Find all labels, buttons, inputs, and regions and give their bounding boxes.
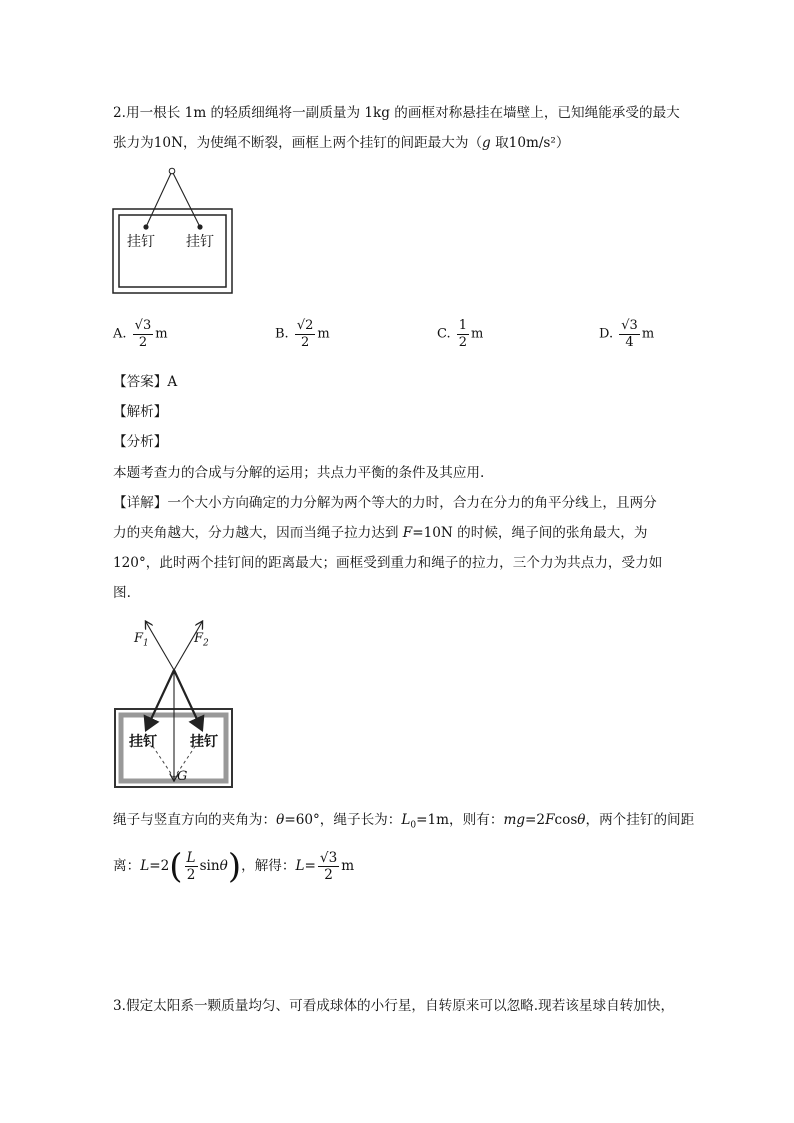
answer-line: 【答案】A [113,374,178,390]
option-b-letter: B. [275,326,289,342]
figure-2-label-right: 挂钉 [190,734,218,750]
calc-2-L: L [140,858,150,874]
calc-2-eq2: = [304,858,316,874]
option-a: A. $\frac{√3}{2}$ m [113,318,168,350]
figure-2-label-left: 挂钉 [129,734,157,750]
fenxi-heading: 【分析】 [113,434,168,450]
figure-1-label-left: 挂钉 [127,234,155,250]
option-d-unit: m [641,326,655,342]
detail-line-2 [113,523,647,543]
calc-line-2: 离：L=2( $\frac{L}{2}$ sinθ)，解得：L= $\frac{√3}{2}$ m [113,846,355,887]
calc-2-sin: sin [199,858,220,874]
calc-2-L2: L [295,858,305,874]
figure-force-diagram [112,618,237,790]
calc-1-F: F [545,812,555,828]
detail-line-2-b: =10N 的时候，绳子间的张角最大，为 [412,525,648,541]
option-b-unit: m [317,326,330,342]
calc-1-d: =2 [525,812,546,828]
label-g: G [177,769,188,784]
calc-1-a: 绳子与竖直方向的夹角为： [113,812,277,828]
calc-1-L0-sub: 0 [410,820,417,831]
option-c-den: 2 [458,335,468,350]
option-a-unit: m [155,326,168,342]
calc-1-c: =1m，则有： [416,812,504,828]
calc-2-eq: =2 [149,858,170,874]
calc-2-fracnum: L [186,850,196,866]
figure-frame-hanging [112,165,234,295]
question-2-line-1: 2.用一根长 1m 的轻质细绳将一副质量为 1kg 的画框对称悬挂在墙壁上，已知绳能承受的最大 [113,105,680,121]
label-f1: $F_1$ [134,631,149,649]
question-2-line-2-text: 张力为10N，为使绳不断裂，画框上两个挂钉的间距最大为（ [113,135,483,151]
calc-1-L0: L [401,812,411,828]
calc-2-a: 离： [113,858,141,874]
calc-1-theta2: θ [577,812,586,828]
calc-2-b: ，解得： [241,858,296,874]
calc-line-1 [113,810,694,836]
label-f2: $F_2$ [194,631,209,649]
jiexi-heading: 【解析】 [113,404,168,420]
option-d-den: 4 [625,335,634,350]
calc-2-fracden: 2 [186,867,196,883]
option-a-den: 2 [138,335,148,350]
option-d-letter: D. [599,326,614,342]
option-b-den: 2 [300,335,310,350]
option-d: D. $\frac{√3}{4}$ m [599,318,655,350]
option-a-num: 3 [142,318,152,333]
g-symbol: g [482,135,491,151]
calc-1-mg: mg [503,812,526,828]
calc-2-num: 3 [328,850,338,866]
option-c [437,318,483,351]
option-b: B. $\frac{√2}{2}$ m [275,318,330,350]
detail-force-symbol: F [402,525,413,541]
calc-1-f: ，两个挂钉的间距 [585,812,695,828]
detail-line-4: 图. [113,585,131,601]
fenxi-text: 本题考查力的合成与分解的运用；共点力平衡的条件及其应用. [113,465,485,481]
question-3-line-1: 3.假定太阳系一颗质量均匀、可看成球体的小行星，自转原来可以忽略.现若该星球自转加快， [113,998,675,1014]
option-c-letter: C. [437,326,451,342]
question-2-line-2-end: 取10m/s²） [490,135,570,151]
calc-1-theta: θ [276,812,285,828]
option-a-letter: A. [113,326,127,342]
option-c-unit: m [471,326,484,342]
detail-line-1: 【详解】一个大小方向确定的力分解为两个等大的力时，合力在分力的角平分线上，且两分 [113,495,657,511]
calc-2-unit: m [341,858,355,874]
option-c-num: 1 [458,318,468,333]
figure-1-label-right: 挂钉 [186,234,214,250]
calc-1-e: cos [554,812,578,828]
calc-1-b: =60°，绳子长为： [284,812,402,828]
option-d-num: 3 [629,318,638,333]
detail-line-3: 120°，此时两个挂钉间的距离最大；画框受到重力和绳子的拉力，三个力为共点力，受力如 [113,555,663,571]
detail-line-2-a: 力的夹角越大，分力越大，因而当绳子拉力达到 [113,525,403,541]
option-b-num: 2 [305,318,314,333]
calc-2-den: 2 [324,867,333,883]
calc-2-theta: θ [219,858,228,874]
question-2-line-2 [113,133,569,153]
